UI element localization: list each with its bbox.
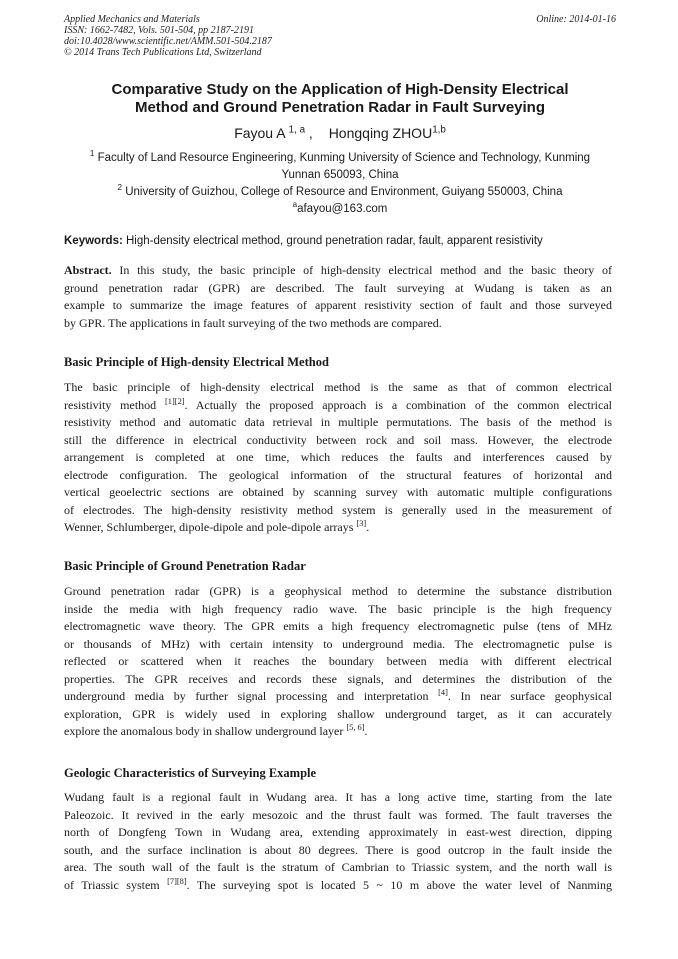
abstract-text-1: In this study, the basic principle of high-density electrical method and the basic theory of	[119, 263, 613, 277]
s2-line-2: inside the media with high frequency radio wave. The basic principle is the high frequency	[64, 601, 612, 616]
author-1: Fayou A	[234, 125, 285, 141]
s1-line-6: electrode configuration. The geological information of the structural features of horizontal and	[64, 467, 612, 482]
journal-name: Applied Mechanics and Materials	[64, 14, 200, 25]
title-line-2: Method and Ground Penetration Radar in Fault Surveying	[134, 99, 546, 116]
s1-line-2-b: . Actually the proposed approach is a combination of the common electrical	[184, 397, 613, 412]
section-2-heading: Basic Principle of Ground Penetration Radar	[64, 559, 306, 573]
affiliation-2-marker: 2	[117, 183, 123, 193]
s2-line-9-a: explore the anomalous body in shallow underground layer	[64, 724, 347, 738]
section-3-paragraph	[64, 789, 612, 894]
author-email: afayou@163.com	[297, 203, 388, 215]
s1-line-7: vertical geoelectric sections are obtained by scanning survey with automatic multiple configurations	[64, 485, 612, 499]
doi-line: doi:10.4028/www.scientific.net/AMM.501-504.2187	[64, 36, 272, 47]
citation-4: [4]	[438, 688, 448, 697]
section-1-paragraph	[64, 379, 612, 537]
email-marker: a	[292, 200, 298, 210]
s2-line-8: exploration, GPR is widely used in exploring shallow underground target, as it can accurately	[64, 706, 612, 721]
s1-line-9	[64, 519, 612, 537]
author-2: Hongqing ZHOU	[328, 125, 433, 141]
author-1-affiliation: 1, a	[288, 124, 306, 136]
s1-line-2-a: resistivity method	[64, 397, 166, 412]
affiliation-1	[64, 150, 616, 184]
affiliation-1-line-2: Yunnan 650093, China	[281, 169, 399, 181]
s3-line-1: Wudang fault is a regional fault in Wudang area. It has a long active time, starting from the late	[64, 790, 612, 804]
s1-line-9-a: Wenner, Schlumberger, dipole-dipole and pole-dipole arrays	[64, 520, 357, 534]
s1-line-4: still the difference in electrical conductivity between rock and soil mass. However, the electrode	[64, 432, 612, 447]
s2-line-9-b: .	[364, 724, 368, 738]
journal-header	[64, 14, 616, 58]
s2-line-4: or thousands of MHz) with certain intensity to underground media. The electromagnetic pulse is	[64, 636, 612, 651]
abstract	[64, 262, 612, 332]
section-1-heading: Basic Principle of High-density Electrical Method	[64, 355, 329, 369]
keywords-text: High-density electrical method, ground penetration radar, fault, apparent resistivity	[126, 235, 543, 247]
keywords-label: Keywords:	[64, 235, 123, 247]
s1-line-8: of electrodes. The high-density resistivity method system is generally used in the measurement of	[64, 502, 612, 517]
s2-line-3: electromagnetic wave theory. The GPR emits a high frequency electromagnetic pulse (tens of MHz	[64, 619, 612, 633]
s3-line-5: area. The south wall of the fault is the stratum of Cambrian to Triassic system, and the north wall is	[64, 860, 612, 874]
keywords	[64, 233, 616, 249]
s2-line-7-b: . In near surface geophysical	[447, 689, 612, 703]
affiliation-1-line-1: Faculty of Land Resource Engineering, Kunming University of Science and Technology, Kunming	[97, 152, 591, 164]
author-2-affiliation: 1,b	[432, 124, 446, 136]
affiliation-2	[64, 184, 616, 218]
s1-line-5: arrangement is completed at one time, which reduces the faults and interferences caused by	[64, 450, 612, 464]
s3-line-6	[64, 877, 612, 895]
s2-line-7-a: underground media by further signal processing and interpretation	[64, 689, 439, 703]
issn-line: ISSN: 1662-7482, Vols. 501-504, pp 2187-2191	[64, 25, 254, 36]
paper-title	[64, 81, 616, 117]
s2-line-6: properties. The GPR receives and records these signals, and determines the distribution of the	[64, 671, 612, 686]
author-separator: ,	[305, 125, 313, 141]
citation-1-2: [1][2]	[165, 396, 185, 406]
citation-3: [3]	[356, 519, 367, 528]
s1-line-9-b: .	[366, 520, 370, 534]
section-2-paragraph	[64, 583, 612, 741]
abstract-line-1	[64, 262, 612, 280]
s1-line-1: The basic principle of high-density electrical method is the same as that of common electrical	[64, 380, 612, 394]
s3-line-3: north of Dongfeng Town in Wudang area, extending approximately in east-west direction, dipping	[64, 825, 612, 839]
abstract-line-4: by GPR. The applications in fault surveying of the two methods are compared.	[64, 315, 442, 330]
title-line-1: Comparative Study on the Application of High-Density Electrical	[111, 81, 569, 98]
affiliation-2-line-1: University of Guizhou, College of Resource and Environment, Guiyang 550003, China	[125, 186, 563, 198]
s1-line-3: resistivity method and automatic data retrieval in multiple permutations. The basis of the method is	[64, 415, 612, 429]
abstract-line-2: ground penetration radar (GPR) are described. The fault surveying at Wudang is taken as an	[64, 280, 612, 295]
online-date: Online: 2014-01-16	[536, 14, 616, 25]
s3-line-4: south, and the surface inclination is about 80 degrees. There is good outcrop in the fault inside the	[64, 842, 612, 857]
copyright-line: © 2014 Trans Tech Publications Ltd, Switzerland	[64, 47, 262, 58]
s2-line-1: Ground penetration radar (GPR) is a geophysical method to determine the substance distribution	[64, 584, 612, 598]
s2-line-5: reflected or scattered when it reaches the boundary between media with different electrical	[64, 654, 612, 668]
abstract-line-3: example to summarize the image features of apparent resistivity section of fault and those surveyed	[64, 298, 612, 312]
author-list	[64, 124, 616, 142]
citation-5-6: [5, 6]	[346, 723, 365, 732]
s3-line-6-a: of Triassic system	[64, 877, 168, 892]
abstract-label: Abstract.	[64, 263, 112, 277]
affiliation-1-marker: 1	[89, 149, 95, 159]
s2-line-9	[64, 723, 612, 741]
citation-7-8: [7][8]	[167, 876, 187, 886]
s3-line-6-b: . The surveying spot is located 5 ~ 10 m above the water level of Nanming	[186, 877, 613, 892]
s1-line-2	[64, 397, 612, 415]
s3-line-2: Paleozoic. It revived in the early mesozoic and the thrust fault was formed. The fault traverses the	[64, 807, 612, 822]
section-3-heading: Geologic Characteristics of Surveying Example	[64, 766, 317, 780]
s2-line-7	[64, 688, 612, 706]
